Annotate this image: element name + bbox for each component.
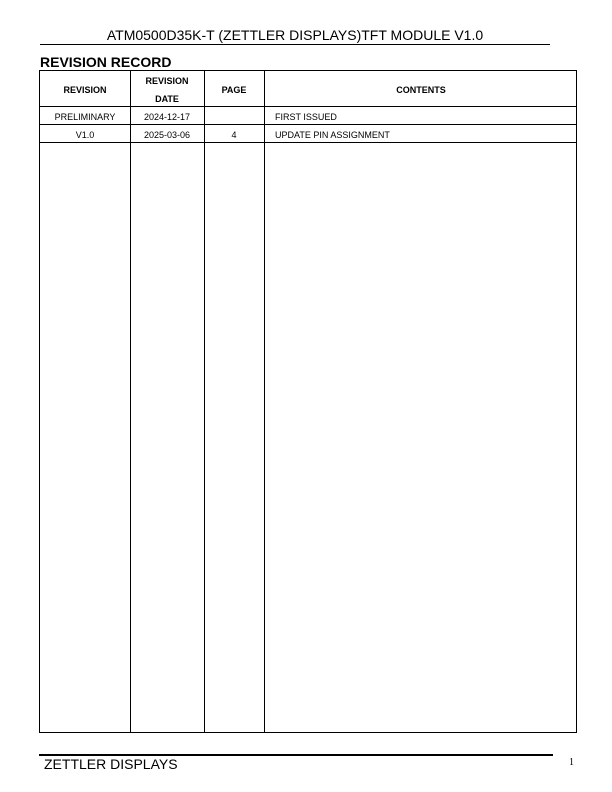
header-page: PAGE	[221, 85, 247, 95]
header-revision-date-line1: REVISION	[145, 76, 189, 86]
row-2-revision: V1.0	[75, 130, 95, 140]
column-divider	[130, 71, 131, 732]
section-heading: REVISION RECORD	[40, 54, 172, 70]
title-underline	[40, 44, 550, 45]
column-divider	[204, 71, 205, 732]
header-revision: REVISION	[63, 85, 107, 95]
revision-table	[39, 70, 577, 733]
column-divider	[264, 71, 265, 732]
row-2-date: 2025-03-06	[143, 130, 191, 140]
header-contents: CONTENTS	[396, 85, 446, 95]
row-divider	[40, 142, 576, 143]
row-2-contents: UPDATE PIN ASSIGNMENT	[275, 130, 390, 140]
row-1-contents: FIRST ISSUED	[275, 112, 337, 122]
row-1-date: 2024-12-17	[143, 112, 191, 122]
footer-company: ZETTLER DISPLAYS	[44, 756, 178, 772]
row-divider	[40, 124, 576, 125]
row-divider	[40, 106, 576, 107]
page-number: 1	[569, 757, 574, 768]
row-2-page: 4	[231, 130, 237, 140]
header-revision-date-line2: DATE	[155, 94, 179, 104]
document-title: ATM0500D35K-T (ZETTLER DISPLAYS)TFT MODULE V1.0	[106, 27, 484, 43]
row-1-revision: PRELIMINARY	[54, 112, 116, 122]
